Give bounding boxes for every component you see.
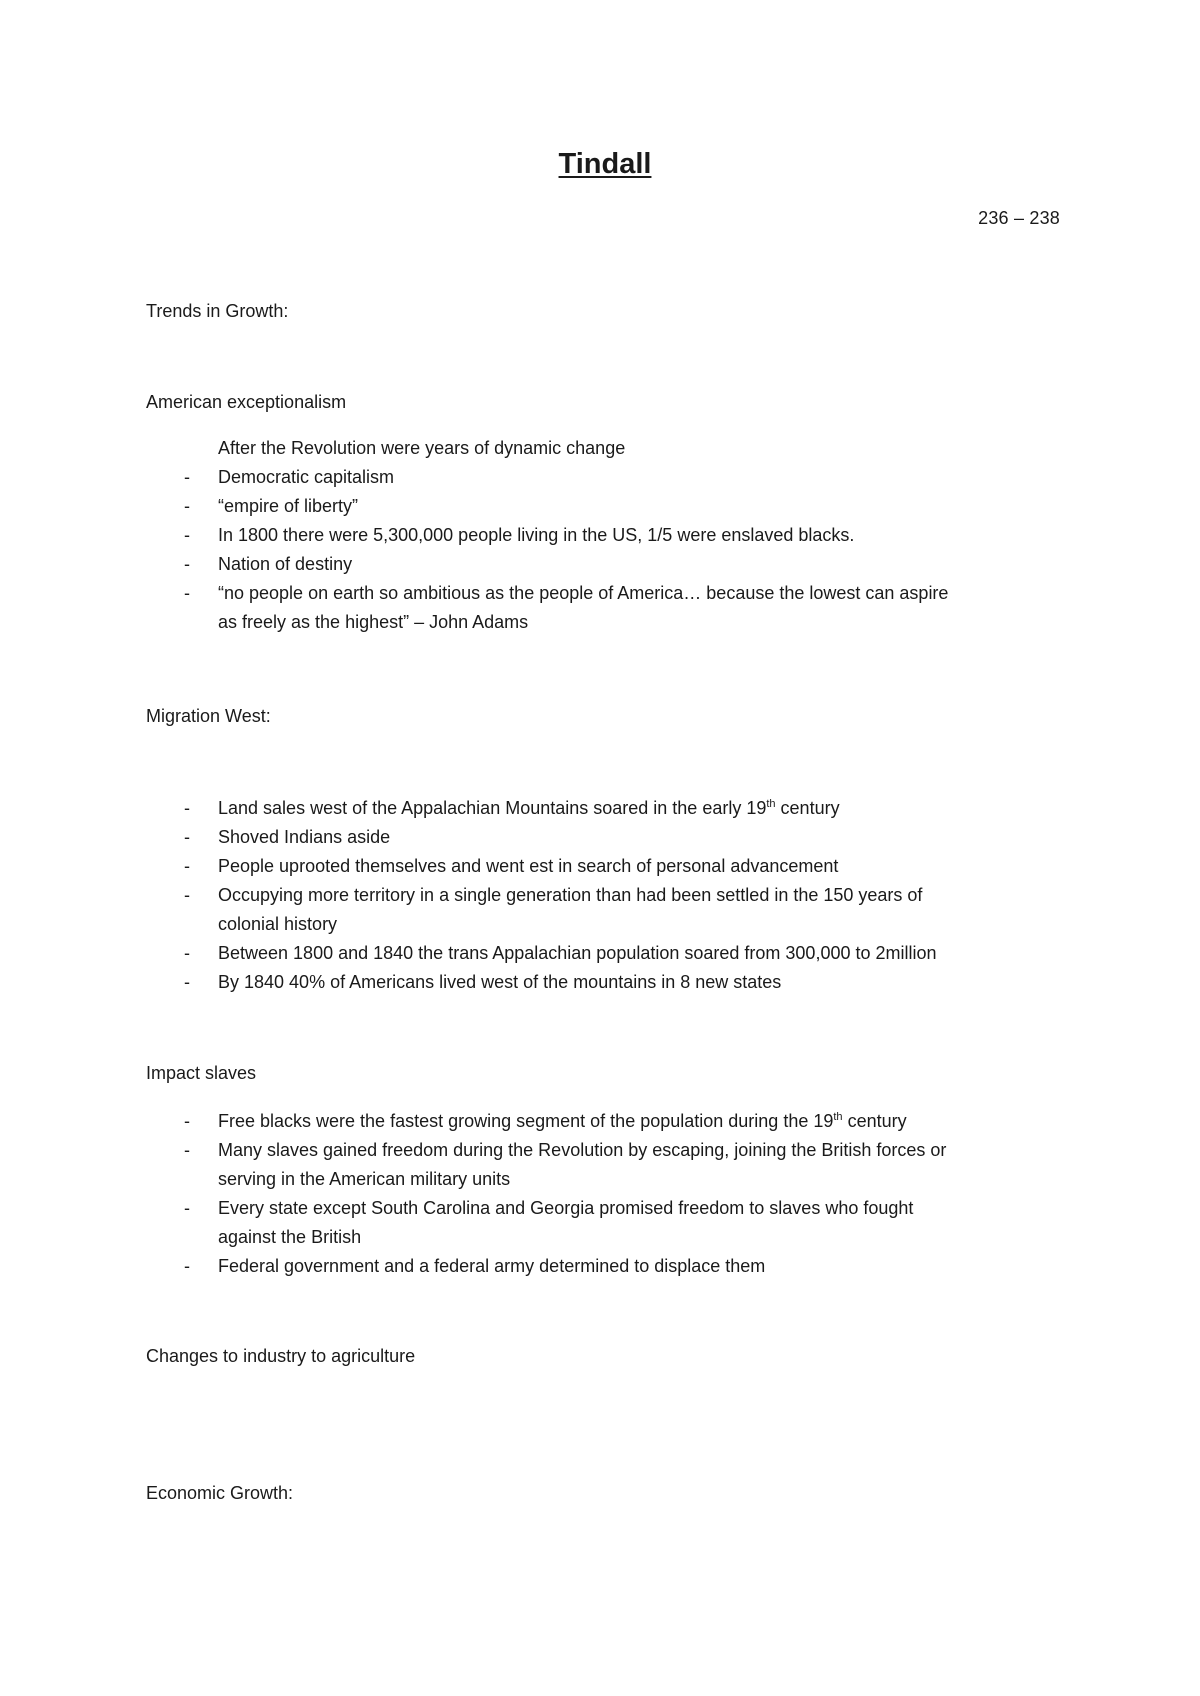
- exceptionalism-intro: After the Revolution were years of dynamic change: [218, 438, 626, 458]
- list-item: [184, 1194, 946, 1223]
- list-item: [184, 852, 937, 881]
- list-item-text: Many slaves gained freedom during the Revolution by escaping, joining the British forces or: [218, 1140, 947, 1160]
- list-item-text: colonial history: [218, 914, 338, 934]
- dash-marker: -: [184, 554, 190, 574]
- heading-exceptionalism: American exceptionalism: [146, 392, 347, 412]
- list-item-text: Democratic capitalism: [218, 467, 395, 487]
- slaves-list: [184, 1107, 946, 1281]
- exceptionalism-list: [184, 463, 948, 637]
- list-item: [184, 823, 937, 852]
- dash-marker: -: [184, 1140, 190, 1160]
- list-item: [184, 881, 937, 910]
- list-item-text: century: [775, 798, 840, 818]
- heading-slaves: Impact slaves: [146, 1063, 257, 1083]
- list-item-continuation: [184, 1223, 946, 1252]
- list-item-text: Free blacks were the fastest growing segment of the population during the 19: [218, 1111, 834, 1131]
- list-item-text: Land sales west of the Appalachian Mountains soared in the early 19: [218, 798, 767, 818]
- list-item: [184, 968, 937, 997]
- dash-marker: -: [184, 525, 190, 545]
- dash-marker: -: [184, 496, 190, 516]
- dash-marker: -: [184, 885, 190, 905]
- page-range: 236 – 238: [978, 208, 1060, 228]
- list-item-text: People uprooted themselves and went est in search of personal advancement: [218, 856, 839, 876]
- dash-marker: -: [184, 1198, 190, 1218]
- dash-marker: -: [184, 856, 190, 876]
- list-item: [184, 492, 948, 521]
- dash-marker: -: [184, 583, 190, 603]
- list-item-text: century: [842, 1111, 907, 1131]
- list-item: [184, 521, 948, 550]
- heading-migration: Migration West:: [146, 706, 271, 726]
- list-item-text: Nation of destiny: [218, 554, 353, 574]
- list-item-text: Between 1800 and 1840 the trans Appalachian population soared from 300,000 to 2million: [218, 943, 937, 963]
- heading-economic: Economic Growth:: [146, 1483, 294, 1503]
- list-item-text: In 1800 there were 5,300,000 people living in the US, 1/5 were enslaved blacks.: [218, 525, 855, 545]
- list-item-text: Shoved Indians aside: [218, 827, 391, 847]
- list-item: [184, 550, 948, 579]
- heading-industry: Changes to industry to agriculture: [146, 1346, 416, 1366]
- migration-list: [184, 794, 937, 997]
- heading-trends: Trends in Growth:: [146, 301, 289, 321]
- dash-marker: -: [184, 943, 190, 963]
- list-item: [184, 463, 948, 492]
- dash-marker: -: [184, 798, 190, 818]
- list-item: [184, 939, 937, 968]
- superscript: th: [766, 798, 776, 810]
- list-item: [184, 794, 937, 823]
- dash-marker: -: [184, 827, 190, 847]
- list-item-text: Every state except South Carolina and Georgia promised freedom to slaves who fought: [218, 1198, 914, 1218]
- superscript: th: [833, 1111, 843, 1123]
- list-item: [184, 1107, 946, 1136]
- list-item-text: “no people on earth so ambitious as the people of America… because the lowest can aspire: [218, 583, 949, 603]
- list-item-text: By 1840 40% of Americans lived west of the mountains in 8 new states: [218, 972, 782, 992]
- dash-marker: -: [184, 1256, 190, 1276]
- list-item-continuation: [184, 608, 948, 637]
- dash-marker: -: [184, 972, 190, 992]
- dash-marker: -: [184, 1111, 190, 1131]
- list-item-text: Occupying more territory in a single generation than had been settled in the 150 years of: [218, 885, 923, 905]
- document-title: Tindall: [558, 148, 652, 180]
- list-item-text: “empire of liberty”: [218, 496, 359, 516]
- list-item-text: serving in the American military units: [218, 1169, 511, 1189]
- list-item-text: against the British: [218, 1227, 362, 1247]
- list-item-text: Federal government and a federal army determined to displace them: [218, 1256, 766, 1276]
- list-item: [184, 1136, 946, 1165]
- list-item: [184, 1252, 946, 1281]
- dash-marker: -: [184, 467, 190, 487]
- list-item-continuation: [184, 1165, 946, 1194]
- list-item-text: as freely as the highest” – John Adams: [218, 612, 529, 632]
- list-item-continuation: [184, 910, 937, 939]
- list-item: [184, 579, 948, 608]
